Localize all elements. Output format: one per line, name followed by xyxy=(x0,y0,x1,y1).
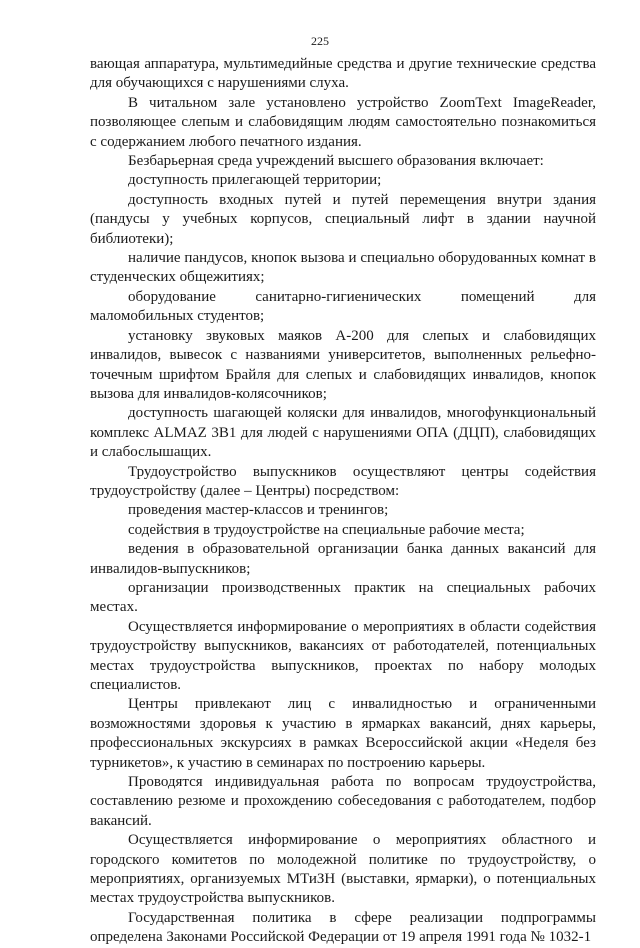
paragraph: Центры привлекают лиц с инвалидностью и ограниченными возможностями здоровья к участию в ярмарках вакансий, днях карьеры, профессиональных экскурсиях в рамках Всероссийской акции «Неделя без турникетов», к участию в семинарах по построению карьеры. xyxy=(90,696,596,771)
document-body xyxy=(90,55,596,948)
list-item: проведения мастер-классов и тренингов; xyxy=(128,502,389,519)
list-item: организации производственных практик на специальных рабочих местах. xyxy=(90,579,596,616)
paragraph: В читальном зале установлено устройство ZoomText ImageReader, позволяющее слепым и слабовидящим людям самостоятельно познакомиться с содержанием любого печатного издания. xyxy=(90,94,596,150)
paragraph: Государственная политика в сфере реализации подпрограммы определена Законами Российской Федерации от 19 апреля 1991 года № 1032-1 xyxy=(90,909,596,946)
paragraph: Осуществляется информирование о мероприятиях областного и городского комитетов по молодежной политике по трудоустройству, о мероприятиях, организуемых МТиЗН (выставки, ярмарки), о потенциальных местах трудоустройства выпускников. xyxy=(90,832,596,907)
paragraph: Трудоустройство выпускников осуществляют центры содействия трудоустройству (далее – Центры) посредством: xyxy=(90,463,596,499)
list-item: оборудование санитарно-гигиенических помещений для маломобильных студентов; xyxy=(90,288,596,325)
list-item: доступность прилегающей территории; xyxy=(128,172,382,189)
list-item: ведения в образовательной организации банка данных вакансий для инвалидов-выпускников; xyxy=(90,541,596,577)
list-item: доступность входных путей и путей перемещения внутри здания (пандусы у учебных корпусов, специальный лифт в здании научной библиотеки); xyxy=(90,191,596,247)
paragraph: Проводятся индивидуальная работа по вопросам трудоустройства, составлению резюме и прохождению собеседования с работодателем, подбор вакансий. xyxy=(90,774,596,829)
paragraph: Безбарьерная среда учреждений высшего образования включает: xyxy=(128,153,544,170)
list-item: наличие пандусов, кнопок вызова и специально оборудованных комнат в студенческих общежитиях; xyxy=(90,250,596,286)
paragraph: Осуществляется информирование о мероприятиях в области содействия трудоустройству выпускников, вакансиях от работодателей, потенциальных местах трудоустройства выпускников, проектах по набору молодых специалистов. xyxy=(90,618,596,693)
paragraph: вающая аппаратура, мультимедийные средства и другие технические средства для обучающихся с нарушениями слуха. xyxy=(90,56,596,92)
list-item: установку звуковых маяков А-200 для слепых и слабовидящих инвалидов, вывесок с названиями университетов, выполненных рельефно-точечным шрифтом Брайля для слепых и слабовидящих инвалидов, кнопок вызова для инвалидов-колясочников; xyxy=(90,327,596,402)
list-item: содействия в трудоустройстве на специальные рабочие места; xyxy=(128,521,525,538)
page-number: 225 xyxy=(311,34,329,48)
list-item: доступность шагающей коляски для инвалидов, многофункциональный комплекс ALMAZ 3B1 для людей с нарушениями ОПА (ДЦП), слабовидящих и слабослышащих. xyxy=(90,405,596,461)
